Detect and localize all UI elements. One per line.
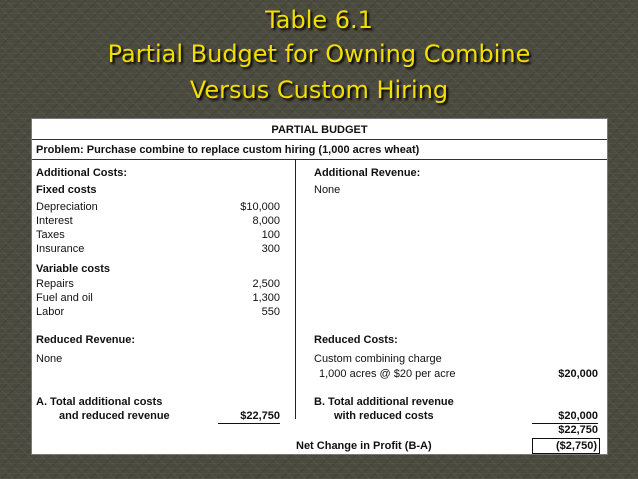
table-header: PARTIAL BUDGET [271,124,368,136]
cost-item-label: Labor [36,306,65,318]
total-b-value: $20,000 [532,409,598,424]
cost-item-label: Insurance [36,243,85,255]
cost-item-value: 550 [261,306,280,318]
total-b-line-2: with reduced costs [334,410,434,422]
reduced-revenue-value: None [36,353,63,365]
net-change-label: Net Change in Profit (B-A) [296,440,432,452]
partial-budget-table [31,118,608,455]
cost-item-value: 100 [261,229,280,241]
net-change-value: ($2,750) [532,438,600,454]
total-a-line-1: A. Total additional costs [36,396,163,408]
cost-item-label: Depreciation [36,201,98,213]
cost-item-label: Taxes [36,229,65,241]
column-divider [295,159,296,419]
cost-item-value: 300 [261,243,280,255]
reduced-cost-item-line-1: Custom combining charge [314,353,442,365]
variable-costs-heading: Variable costs [36,263,110,275]
reduced-cost-item-line-2: 1,000 acres @ $20 per acre [319,368,456,380]
problem-statement: Problem: Purchase combine to replace custom hiring (1,000 acres wheat) [36,144,420,156]
cost-item-label: Fuel and oil [36,292,93,304]
less-total-a-value: $22,750 [558,424,598,436]
total-b-line-1: B. Total additional revenue [314,396,454,408]
additional-costs-heading: Additional Costs: [36,167,128,179]
reduced-costs-heading: Reduced Costs: [314,334,398,346]
reduced-revenue-heading: Reduced Revenue: [36,334,136,346]
divider [32,139,607,140]
total-a-value: $22,750 [218,409,280,424]
additional-revenue-value: None [314,184,341,196]
slide-title-line-3: Versus Custom Hiring [189,76,449,104]
cost-item-value: 8,000 [252,215,280,227]
additional-revenue-heading: Additional Revenue: [314,167,421,179]
fixed-costs-heading: Fixed costs [36,184,97,196]
total-a-line-2: and reduced revenue [59,410,170,422]
cost-item-label: Repairs [36,278,74,290]
cost-item-value: 1,300 [252,292,280,304]
slide-title-line-2: Partial Budget for Owning Combine [107,40,531,68]
cost-item-value: $10,000 [240,201,280,213]
cost-item-label: Interest [36,215,73,227]
slide-title-line-1: Table 6.1 [265,6,373,34]
cost-item-value: 2,500 [252,278,280,290]
reduced-cost-item-value: $20,000 [558,368,598,380]
divider [32,159,607,160]
